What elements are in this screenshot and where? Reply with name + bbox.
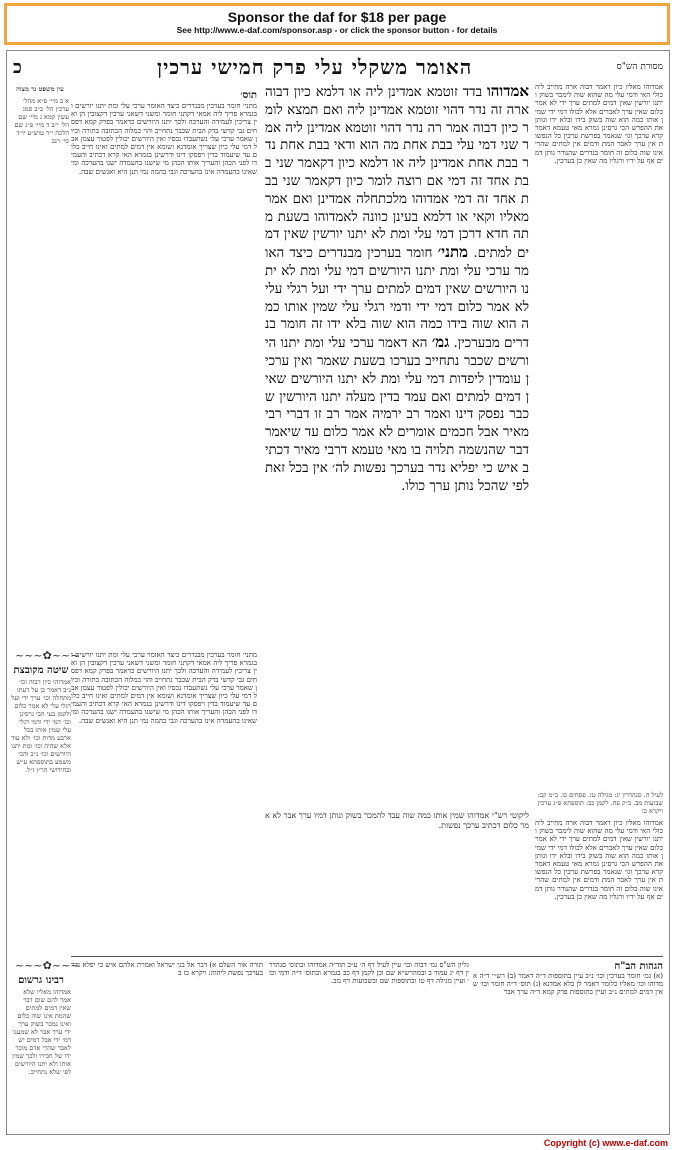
torah-or-text: תורה אור השלם א) דבר אל בני ישראל ואמרת אלהם איש כי יפלא נדר בערכך נפשת ליהוה: ויקרא כז ב <box>71 961 263 978</box>
ornament-divider: ~~~✿~~~ <box>15 649 80 662</box>
rabbeinu-gershom-text: אמדוהו מאליו שלא אמר להם שום דבר שאין דמים למתים שהמת אינו שוה כלום ואינו נמכר בשוק ערך ידי ערך אבר לא שמענו דמי ידי אבל דמים יש לאבר שהרי אדם מוכר ידו של חבירו ולכך שמין אותו ולא יתנו היורשים לפי שלא נתחייב. <box>12 988 71 1076</box>
main-text-block <box>265 83 529 808</box>
tosafot-column <box>71 83 257 643</box>
gilyon-text: גליון הש"ס גמ׳ דבוה וכו׳ עיין לעיל דף ה׳ ע״ב תוד״ה אמדוהו ובתוס׳ סנהדרין דף יג עמוד ב ובמהרש״א שם וכן לקמן דף כב בגמרא ובתוס׳ ד״ה ודמי וכו׳ ועיין מגילה דף טז ובתוספות שם ובשבועות דף מב. <box>269 961 469 986</box>
page-number: כ <box>13 57 22 78</box>
ein-mishpat-label: עין משפט נר מצוה <box>16 85 64 93</box>
running-title: האומר משקלי עלי פרק חמישי ערכין <box>157 55 473 79</box>
hagahot-column <box>473 961 663 1126</box>
main-paragraph-3: הא דאמר ערכי עלי ומת יתנו היורשים שכבר נתחייב בערכו בשעת שאמר ואין ערכין עומדין ליפדות דמי עלי ומת לא יתנו היורשים שאין דמים למתים ואם עמד בדין מעלה יתנו היורשין שכבר נפסק דינו ואמר רב ירמיה אמר רב זו דברי רבי מאיר אבל חכמים אומרים לא אמר כלום עד שיאמר דבר שהנשמה תלויה בו מאי טעמא דרבי מאיר דכתיב איש כי יפליא נדר בערכך נפשות לה׳ אין בכל זאת לפי שהכל נותן ערך כולו. <box>265 336 529 494</box>
tosafot-label: תוס׳ <box>240 90 257 101</box>
gilyon-column <box>269 961 469 1126</box>
main-paragraph-1: בדד זוטמא אמדינן ליה או דלמא כיון דבוה ארה זה נדר דהוי זוטמא אמדינן ליה ואם תמצא לומר כיון דבוה אמר רה נדר דהוי זוטמא אמדינן ליה אמר שני דמי עלי בבת אחת מה הוא ודאי בבת אחת נדר בבת אחת אמדינן ליה או דלמא כיון דקאמר שני בבת אחד זה דמי אם רוצה לומר כיון דקאמר שני בבת אחד זה דמי אמדוהו מלכתחלה אמדינן ואם אמר מאליו וקאי או דלמא בעינן כוונה לאמדוהו בשעת מתה חדא דרכן דמי עלי ומת לא יתנו יורשין שאין דמים למתים. <box>265 85 529 262</box>
copyright-link[interactable]: Copyright (c) www.e-daf.com <box>543 1138 668 1148</box>
sponsor-title[interactable]: Sponsor the daf for $18 per page <box>227 9 447 25</box>
mesoret-hashas-label: מסורת הש"ס <box>616 62 663 72</box>
main-text <box>265 83 529 495</box>
main-lower-block <box>265 811 529 951</box>
gemara-marker: גמ׳ <box>431 333 450 352</box>
hagahot-text: (א) גמ׳ חומר בערכין וכו׳ נ״ב עיין בתוספות ד״ה דאמר (ב) רש״י ד״ה אמדוהו וכו׳ מאליו כלומר דאמר לן בלא אמדנא (ג) תוס׳ ד״ה חומר וכו׳ שאין דמים למתים נ״ב ועיין בתוספות פרק קמא ד״ה ערך אבר <box>473 972 663 997</box>
shita-mekubetzet-column <box>11 661 71 951</box>
tosafot-continued <box>71 651 257 951</box>
ein-mishpat-text: א ב מיי׳ פ״א מהל׳ ערכין הל׳ כ״ב סמג עשין קמא ג מיי׳ שם הל׳ י״ב ד מיי׳ פ״ג שם הלכה י״ד טוש״ע יו״ד סי׳ רנב <box>14 97 69 145</box>
rashi-text: אמדוהו מאליו כיון דאמר דבוה ארה מחייב ליה כולי האי ודמי עלי מה שהוא שוה לימכר בשוק ויתנו יורשין שאין דמים למתים ערך ידי לא אמר כלום שאין ערך לאברים אלא לכולו דמי ידי שמין אותו כמה הוא שוה בשוק בידו ובלא ידו ונותן את ההפרש הכי גרסינן גמרא מאי טעמא דאמר קרא ערכך וגו׳ שנאמר בפרשת ערכין כל הנפשות אין ערך לאבר המת ודמים אין למתים שהרי אינו שוה כלום זה חומר בנדרים שהנודר נותן דמים אף על ידיו ורגליו מה שאין כן בערכין. <box>535 83 663 165</box>
opening-word: אמדוהו <box>486 83 529 100</box>
talmud-page <box>6 50 670 1135</box>
mesoret-notes-text: לעיל ה. סנהדרין יג: מגילה טז. פסחים כו. ב״מ קב: שבועות מב. ב״ק פח. לקמן כב: תוספתא פ״ג ערכין ויקרא כז <box>537 791 663 815</box>
ein-mishpat-column <box>11 85 69 645</box>
shita-mekubetzet-text: אמדוהו כיון דבוה וכו׳ נ״ב דאמר כן על דעתו מתחלה וכו׳ ערך ידי ועל רגלי עלי לא אמר כלום ולקמן בעי הכי גרסינן וכו׳ דמי ידי ודמי רגלי עלי שמין אותו בכל ארבע מדות וכו׳ ולא עוד אלא שהיה וכו׳ ומת יתנו היורשים וכו׳ נ״ב והכי משמע בתוספתא ע״ש ובחידושי הר״ן ז״ל. <box>11 678 71 774</box>
tosafot-continued-text: מתני׳ חומר בערכין מבנדרים כיצד האומר ערכי עלי ומת יתנו יורשים ובגמרא פריך ליה אמאי דקתני חומר ומשני דשאני ערכין דקצובין הן ואין צריכין לעמידה והערכה ולכך יתנו היורשים כדאמר בפרק קמא דפסחים גבי קדשי בדק הבית שכבר נתחייב והוי כמלוה הכתובה בתורה וכיון שאמר ערכי עלי נשתעבדו נכסיו ואין היורשים יכולין לפטור עצמן אבל דמי עלי כיון שצריך אומדנא ושומא אין דמים למתים ואינו חייב כלום עד שיעמוד בדין ויפסקו דינו ודרשינן בגמרא האי קרא דכתיב והעמידו לפני הכהן והעריך אותו הכהן מי שישנו בהעמדה ישנו בהערכה ומי שאינו בהעמדה אינו בהערכה וגבי בהמה נמי תנן היא ואנשים שבה. <box>71 651 257 725</box>
likutei-rashi-text: ליקוטי רש"י אמדוהו שמין אותו כמה שוה עבד להמכר בשוק ונותן דמיו ערך אבר לא אמר כלום דכתיב ערכך נפשות. <box>265 811 529 830</box>
torah-or-column <box>71 961 263 1126</box>
rabbeinu-gershom-title: רבינו גרשום <box>18 975 64 986</box>
sponsor-subtitle[interactable]: See http://www.e-daf.com/sponsor.asp - or click the sponsor button - for details <box>176 25 498 35</box>
mishna-marker: מתני׳ <box>437 243 469 262</box>
main-paragraph-2: חומר בערכין מבנדרים כיצד האומר ערכי עלי ומת יתנו היורשים דמי עלי ומת לא יתנו היורשים שאין דמים למתים ערך ידי ועל רגלי עלי לא אמר כלום דמי ידי ודמי רגלי עלי שמין אותו כמה הוא שוה בידו כמה הוא שוה בלא ידו זה חומר בנדרים מבערכין. <box>265 246 529 352</box>
mesoret-notes-column <box>535 791 663 951</box>
page-header <box>7 55 669 81</box>
hagahot-label: הגהות הב"ח <box>614 961 663 972</box>
sponsor-banner[interactable] <box>4 3 670 45</box>
rashi-continued-text: אמדוהו מאליו כיון דאמר דבוה ארה מחייב ליה כולי האי ודמי עלי מה שהוא שוה לימכר בשוק ויתנו יורשין שאין דמים למתים ערך ידי לא אמר כלום שאין ערך לאברים אלא לכולו דמי ידי שמין אותו כמה הוא שוה בשוק בידו ובלא ידו ונותן את ההפרש הכי גרסינן גמרא מאי טעמא דאמר קרא ערכך וגו׳ שנאמר בפרשת ערכין כל הנפשות אין ערך לאבר המת ודמים אין למתים שהרי אינו שוה כלום זה חומר בנדרים שהנודר נותן דמים אף על ידיו ורגליו מה שאין כן בערכין. <box>535 819 663 901</box>
shita-mekubetzet-title: שיטה מקובצת <box>13 665 69 676</box>
rashi-column <box>535 83 663 783</box>
tosafot-text: מתני׳ חומר בערכין מבנדרים כיצד האומר ערכי עלי ומת יתנו יורשים ובגמרא פריך ליה אמאי דקתני חומר ומשני דשאני ערכין דקצובין הן ואין צריכין לעמידה והערכה ולכך יתנו היורשים כדאמר בפרק קמא דפסחים גבי קדשי בדק הבית שכבר נתחייב והוי כמלוה הכתובה בתורה וכיון שאמר ערכי עלי נשתעבדו נכסיו ואין היורשים יכולין לפטור עצמן אבל דמי עלי כיון שצריך אומדנא ושומא אין דמים למתים ואינו חייב כלום עד שיעמוד בדין ויפסקו דינו ודרשינן בגמרא האי קרא דכתיב והעמידו לפני הכהן והעריך אותו הכהן מי שישנו בהעמדה ישנו בהערכה ומי שאינו בהעמדה אינו בהערכה וגבי בהמה נמי תנן היא ואנשים שבה. <box>71 102 257 176</box>
bottom-divider <box>71 956 663 957</box>
rabbeinu-gershom-column <box>11 971 71 1131</box>
ornament-divider-2: ~~~✿~~~ <box>15 959 80 972</box>
